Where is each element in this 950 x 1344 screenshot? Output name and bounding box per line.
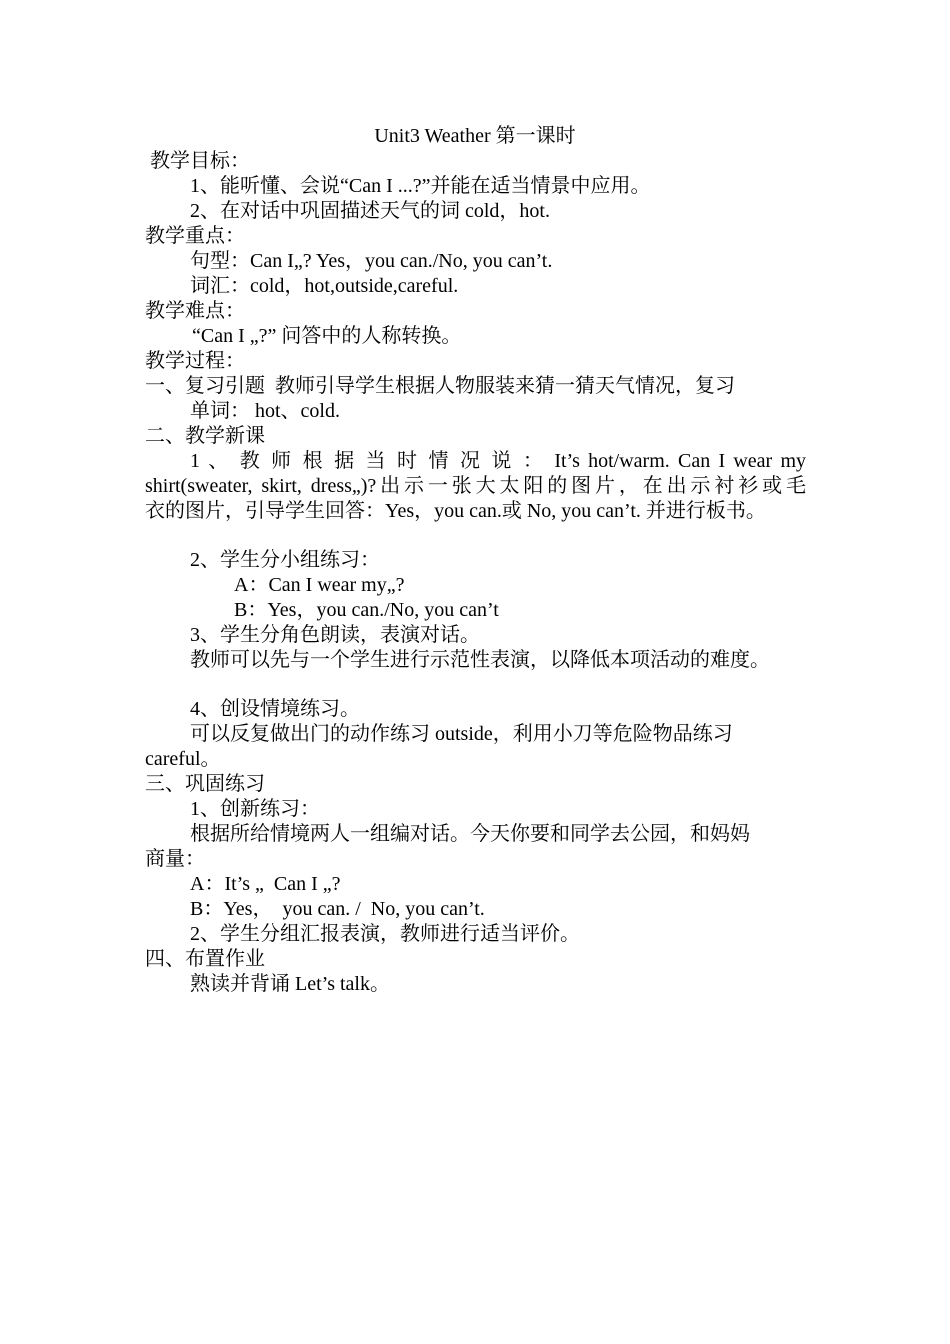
key-points-vocabulary: 词汇：cold，hot,outside,careful. bbox=[190, 275, 459, 297]
step1-line-3: 衣的图片，引导学生回答：Yes，you can.或 No, you can’t. 并进行板书。 bbox=[145, 500, 766, 522]
consolidation-item-2: 2、学生分组汇报表演，教师进行适当评价。 bbox=[190, 923, 580, 945]
difficulties-text: “Can I „?” 问答中的人称转换。 bbox=[192, 325, 462, 347]
objective-item-1: 1、能听懂、会说“Can I ...?”并能在适当情景中应用。 bbox=[190, 175, 651, 197]
process-heading: 教学过程： bbox=[145, 350, 245, 372]
key-points-sentence: 句型：Can I„? Yes，you can./No, you can’t. bbox=[190, 250, 553, 272]
homework-heading: 四、布置作业 bbox=[145, 948, 265, 970]
step3: 3、学生分角色朗读，表演对话。 bbox=[190, 624, 480, 646]
consolidation-heading: 三、巩固练习 bbox=[145, 773, 265, 795]
review-line-2: 单词： hot、cold. bbox=[190, 400, 340, 422]
consolidation-dialog-a: A：It’s „ Can I „? bbox=[190, 873, 341, 895]
objectives-heading: 教学目标： bbox=[145, 150, 250, 172]
step4: 4、创设情境练习。 bbox=[190, 698, 360, 720]
key-points-heading: 教学重点： bbox=[145, 225, 245, 247]
step2-dialog-a: A：Can I wear my„? bbox=[234, 574, 405, 596]
consolidation-item-1: 1、创新练习： bbox=[190, 798, 320, 820]
consolidation-item-1-line-1: 根据所给情境两人一组编对话。今天你要和同学去公园，和妈妈 bbox=[190, 823, 750, 845]
step2: 2、学生分小组练习： bbox=[190, 549, 380, 571]
document-title: Unit3 Weather 第一课时 bbox=[374, 125, 576, 147]
step1-line-2: shirt(sweater, skirt, dress„)?出示一张大太阳的图片，在出示衬衫或毛 bbox=[145, 475, 806, 497]
consolidation-item-1-line-2: 商量： bbox=[145, 848, 205, 870]
step4-line-2: careful。 bbox=[145, 748, 221, 770]
step2-dialog-b: B：Yes，you can./No, you can’t bbox=[234, 599, 499, 621]
review-line-1: 一、复习引题 教师引导学生根据人物服装来猜一猜天气情况，复习 bbox=[145, 375, 735, 397]
consolidation-dialog-b: B：Yes， you can. / No, you can’t. bbox=[190, 898, 485, 920]
objective-item-2: 2、在对话中巩固描述天气的词 cold，hot. bbox=[190, 200, 550, 222]
step1-line-1: 1 、 教 师 根 据 当 时 情 况 说 ： It’s hot/warm. Can I wear my bbox=[190, 450, 806, 472]
homework-text: 熟读并背诵 Let’s talk。 bbox=[190, 973, 390, 995]
new-lesson-heading: 二、教学新课 bbox=[145, 425, 265, 447]
step4-line-1: 可以反复做出门的动作练习 outside，利用小刀等危险物品练习 bbox=[190, 723, 733, 745]
difficulties-heading: 教学难点： bbox=[145, 300, 245, 322]
step3-note: 教师可以先与一个学生进行示范性表演，以降低本项活动的难度。 bbox=[190, 649, 770, 671]
